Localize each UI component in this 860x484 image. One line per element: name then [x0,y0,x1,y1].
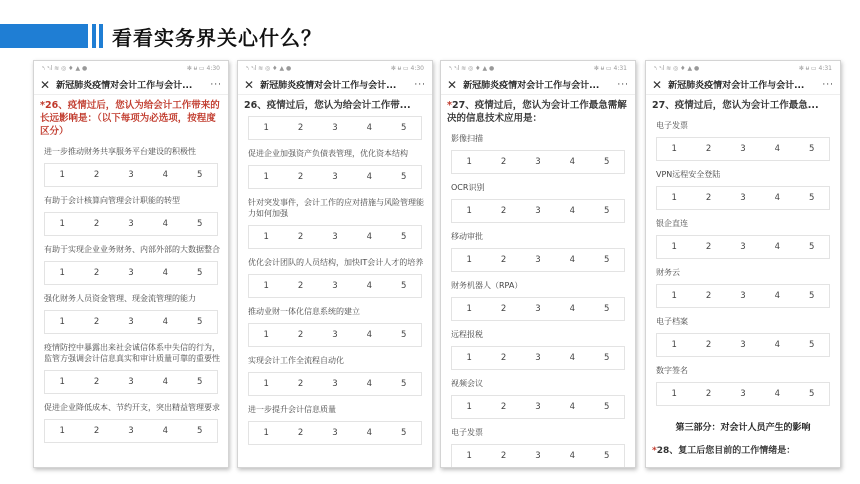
rating-option[interactable]: 3 [535,451,541,461]
rating-option[interactable]: 5 [197,426,203,436]
rating-scale[interactable] [248,372,422,396]
nav-title: 新冠肺炎疫情对会计工作与会计... [463,81,600,91]
rating-option[interactable]: 3 [740,291,746,301]
rating-option[interactable]: 5 [809,242,815,252]
rating-scale[interactable] [451,297,625,321]
rating-option[interactable]: 1 [671,291,677,301]
rating-option[interactable]: 1 [263,232,269,242]
rating-scale[interactable] [44,212,218,236]
rating-option[interactable]: 4 [162,317,169,327]
rating-option[interactable]: 2 [93,219,100,229]
rating-option[interactable]: 5 [197,268,203,278]
rating-option[interactable]: 2 [93,170,100,180]
rating-scale[interactable] [44,419,218,443]
rating-option[interactable]: 3 [332,281,338,291]
option-label: 有助于实现企业业务财务、内部外部的大数据整合 [44,245,220,254]
rating-scale[interactable] [656,284,830,308]
rating-option[interactable]: 4 [774,291,781,301]
status-bar: ˢᵢ ˢᵢl ≋ ◎ ♦ ▲ ● ✻ ᵾ ▭ 4:30 [42,64,220,72]
option-label: 数字签名 [656,366,688,375]
phone-screenshot-3 [440,60,636,468]
rating-option[interactable]: 3 [535,157,541,167]
section-heading: 第三部分：对会计人员产生的影响 [675,423,811,433]
option-label: 银企直连 [656,219,688,228]
rating-option[interactable]: 4 [774,242,781,252]
rating-option[interactable]: 4 [774,340,781,350]
rating-option[interactable]: 5 [197,219,203,229]
rating-option[interactable]: 2 [500,451,507,461]
rating-option[interactable]: 1 [59,317,65,327]
rating-option[interactable]: 4 [162,219,169,229]
option-label: OCR识别 [451,183,485,192]
rating-option[interactable]: 4 [774,389,781,399]
phone-screenshot-2 [237,60,433,468]
nav-bar [34,75,228,95]
rating-option[interactable]: 3 [535,402,541,412]
rating-option[interactable]: 4 [569,304,576,314]
rating-option[interactable]: 5 [401,172,407,182]
rating-scale[interactable] [656,137,830,161]
rating-option[interactable]: 2 [500,206,507,216]
rating-option[interactable]: 3 [128,317,134,327]
rating-option[interactable]: 1 [263,281,269,291]
option-label: 远程报税 [451,330,483,339]
option-label: 电子发票 [451,428,483,437]
option-label: 移动审批 [451,232,483,241]
rating-option[interactable]: 1 [466,304,472,314]
rating-option[interactable]: 1 [671,242,677,252]
rating-option[interactable]: 2 [705,389,712,399]
close-icon[interactable]: ✕ [244,77,255,92]
rating-scale[interactable] [248,225,422,249]
rating-scale[interactable] [451,248,625,272]
rating-option[interactable]: 5 [197,317,203,327]
rating-option[interactable]: 3 [740,340,746,350]
rating-option[interactable]: 4 [162,377,169,387]
rating-option[interactable]: 3 [332,232,338,242]
rating-option[interactable]: 1 [59,426,65,436]
close-icon[interactable]: ✕ [40,77,51,92]
phone-screenshot-1 [33,60,229,468]
rating-option[interactable]: 4 [569,255,576,265]
rating-option[interactable]: 1 [466,255,472,265]
rating-option[interactable]: 5 [401,428,407,438]
question-27-truncated: 27、疫情过后，您认为会计工作最急... [652,100,819,111]
rating-scale[interactable] [44,370,218,394]
rating-option[interactable]: 2 [500,402,507,412]
question-27: *27、疫情过后，您认为会计工作最急需解决的信息技术应用是： [447,100,627,124]
rating-scale[interactable] [451,444,625,468]
rating-option[interactable]: 4 [366,232,373,242]
status-bar: ˢᵢ ˢᵢl ≋ ◎ ♦ ▲ ● ✻ ᵾ ▭ 4:31 [449,64,627,72]
close-icon[interactable]: ✕ [652,77,663,92]
option-label: 强化财务人员资金管理、现金流管理的能力 [44,294,196,303]
rating-option[interactable]: 4 [366,379,373,389]
rating-option[interactable]: 2 [297,379,304,389]
more-icon[interactable]: ··· [617,79,629,90]
rating-option[interactable]: 5 [604,206,610,216]
rating-option[interactable]: 3 [332,172,338,182]
rating-option[interactable]: 2 [705,291,712,301]
rating-option[interactable]: 2 [705,144,712,154]
rating-option[interactable]: 1 [59,377,65,387]
rating-option[interactable]: 4 [569,157,576,167]
option-label: 视频会议 [451,379,483,388]
rating-option[interactable]: 4 [774,193,781,203]
nav-title: 新冠肺炎疫情对会计工作与会计... [668,81,805,91]
rating-option[interactable]: 4 [366,330,373,340]
rating-scale[interactable] [248,421,422,445]
status-bar: ˢᵢ ˢᵢl ≋ ◎ ♦ ▲ ● ✻ ᵾ ▭ 4:31 [654,64,832,72]
rating-option[interactable]: 5 [809,340,815,350]
rating-option[interactable]: 3 [535,353,541,363]
option-label: 进一步提升会计信息质量 [248,405,336,414]
question-26: *26、疫情过后，您认为给会计工作带来的长远影响是：（以下每项为必选项，按程度区分） [40,100,220,137]
more-icon[interactable]: ··· [210,79,222,90]
rating-scale[interactable] [656,333,830,357]
rating-option[interactable]: 3 [332,379,338,389]
option-label: 促进企业加强资产负债表管理，优化资本结构 [248,149,408,158]
rating-option[interactable]: 5 [604,304,610,314]
rating-option[interactable]: 3 [740,389,746,399]
rating-option[interactable]: 5 [604,402,610,412]
rating-option[interactable]: 1 [671,144,677,154]
rating-option[interactable]: 1 [263,379,269,389]
option-label: 进一步推动财务共享服务平台建设的积极性 [44,147,196,156]
question-26-truncated: 26、疫情过后，您认为给会计工作带... [244,100,411,111]
rating-option[interactable]: 5 [401,330,407,340]
rating-option[interactable]: 1 [263,428,269,438]
rating-option[interactable]: 5 [809,193,815,203]
option-label: 优化会计团队的人员结构，加快IT会计人才的培养 [248,258,424,267]
rating-option[interactable]: 1 [59,219,65,229]
option-label: 促进企业降低成本、节约开支，突出精益管理要求 [44,403,220,412]
rating-option[interactable]: 3 [535,304,541,314]
rating-option[interactable]: 1 [671,389,677,399]
nav-bar [238,75,432,95]
rating-option[interactable]: 4 [569,402,576,412]
phone-screenshot-4 [645,60,841,468]
option-label: 财务云 [656,268,680,277]
option-label: 电子档案 [656,317,688,326]
rating-option[interactable]: 4 [774,144,781,154]
rating-option[interactable]: 5 [604,451,610,461]
rating-option[interactable]: 3 [535,206,541,216]
rating-option[interactable]: 2 [500,353,507,363]
rating-option[interactable]: 1 [263,172,269,182]
rating-option[interactable]: 1 [671,193,677,203]
more-icon[interactable]: ··· [822,79,834,90]
rating-option[interactable]: 4 [162,170,169,180]
rating-option[interactable]: 4 [162,426,169,436]
rating-option[interactable]: 2 [705,193,712,203]
rating-option[interactable]: 3 [740,193,746,203]
rating-option[interactable]: 3 [128,170,134,180]
nav-bar [646,75,840,95]
rating-option[interactable]: 3 [535,255,541,265]
rating-option[interactable]: 4 [569,451,576,461]
rating-option[interactable]: 1 [466,451,472,461]
nav-title: 新冠肺炎疫情对会计工作与会计... [56,81,193,91]
nav-bar [441,75,635,95]
rating-scale[interactable] [44,261,218,285]
header-accent-bar [0,24,88,48]
header-accent-tick [92,24,96,48]
rating-option[interactable]: 1 [466,402,472,412]
rating-option[interactable]: 3 [128,377,134,387]
rating-scale[interactable] [248,165,422,189]
rating-option[interactable]: 1 [466,353,472,363]
rating-option[interactable]: 4 [162,268,169,278]
option-label: 推动业财一体化信息系统的建立 [248,307,360,316]
rating-option[interactable]: 2 [500,255,507,265]
rating-option[interactable]: 1 [466,206,472,216]
rating-option[interactable]: 5 [809,291,815,301]
rating-option[interactable]: 2 [500,304,507,314]
rating-option[interactable]: 2 [500,157,507,167]
close-icon[interactable]: ✕ [447,77,458,92]
option-label: 针对突发事件，会计工作的应对措施与风险管理能力如何加强 [248,198,424,218]
rating-scale[interactable] [451,346,625,370]
rating-option[interactable]: 2 [297,330,304,340]
rating-option[interactable]: 3 [740,242,746,252]
rating-option[interactable]: 4 [366,281,373,291]
rating-option[interactable]: 3 [332,330,338,340]
rating-option[interactable]: 1 [466,157,472,167]
option-label: 有助于会计核算向管理会计职能的转型 [44,196,180,205]
rating-option[interactable]: 2 [705,242,712,252]
rating-option[interactable]: 1 [59,268,65,278]
status-bar: ˢᵢ ˢᵢl ≋ ◎ ♦ ▲ ● ✻ ᵾ ▭ 4:30 [246,64,424,72]
rating-option[interactable]: 3 [128,219,134,229]
rating-option[interactable]: 2 [93,377,100,387]
more-icon[interactable]: ··· [414,79,426,90]
rating-option[interactable]: 5 [197,170,203,180]
rating-option[interactable]: 3 [128,268,134,278]
rating-option[interactable]: 2 [297,428,304,438]
rating-scale[interactable] [44,310,218,334]
rating-option[interactable]: 4 [366,428,373,438]
rating-option[interactable]: 2 [297,232,304,242]
rating-scale[interactable] [451,395,625,419]
option-label: 影像扫描 [451,134,483,143]
option-label: 实现会计工作全流程自动化 [248,356,344,365]
rating-option[interactable]: 5 [604,157,610,167]
slide-header [0,0,860,60]
rating-option[interactable]: 2 [297,172,304,182]
rating-option[interactable]: 2 [705,340,712,350]
rating-scale[interactable] [656,382,830,406]
rating-option[interactable]: 4 [569,206,576,216]
rating-option[interactable]: 5 [604,353,610,363]
rating-scale[interactable] [248,274,422,298]
rating-scale[interactable] [248,323,422,347]
rating-option[interactable]: 5 [604,255,610,265]
rating-scale[interactable] [451,150,625,174]
question-28: *28、复工后您目前的工作情绪是： [652,446,796,456]
rating-option[interactable]: 2 [93,317,100,327]
rating-option[interactable]: 1 [671,340,677,350]
rating-option[interactable]: 3 [740,144,746,154]
option-label: 疫情防控中暴露出来社会诚信体系中失信的行为，监管方强调会计信息真实和审计质量可靠的重要性 [44,343,220,363]
rating-option[interactable]: 5 [197,377,203,387]
rating-scale[interactable] [44,163,218,187]
rating-option[interactable]: 5 [401,379,407,389]
rating-option[interactable]: 3 [128,426,134,436]
rating-scale[interactable] [656,235,830,259]
rating-option[interactable]: 5 [809,144,815,154]
rating-scale[interactable]: 1 2 3 4 5 [248,116,422,140]
option-label: VPN远程安全登陆 [656,170,721,179]
rating-option[interactable]: 3 [332,428,338,438]
option-label: 电子发票 [656,121,688,130]
rating-option[interactable]: 1 [263,330,269,340]
nav-title: 新冠肺炎疫情对会计工作与会计... [260,81,397,91]
rating-option[interactable]: 1 [59,170,65,180]
rating-option[interactable]: 5 [401,232,407,242]
rating-scale[interactable] [656,186,830,210]
slide-title: 看看实务界关心什么？ [112,26,322,50]
rating-option[interactable]: 5 [809,389,815,399]
rating-scale[interactable] [451,199,625,223]
option-label: 财务机器人（RPA） [451,281,523,290]
rating-option[interactable]: 4 [366,172,373,182]
rating-option[interactable]: 5 [401,281,407,291]
rating-option[interactable]: 4 [569,353,576,363]
rating-option[interactable]: 2 [93,268,100,278]
header-accent-tick [99,24,103,48]
rating-option[interactable]: 2 [93,426,100,436]
rating-option[interactable]: 2 [297,281,304,291]
